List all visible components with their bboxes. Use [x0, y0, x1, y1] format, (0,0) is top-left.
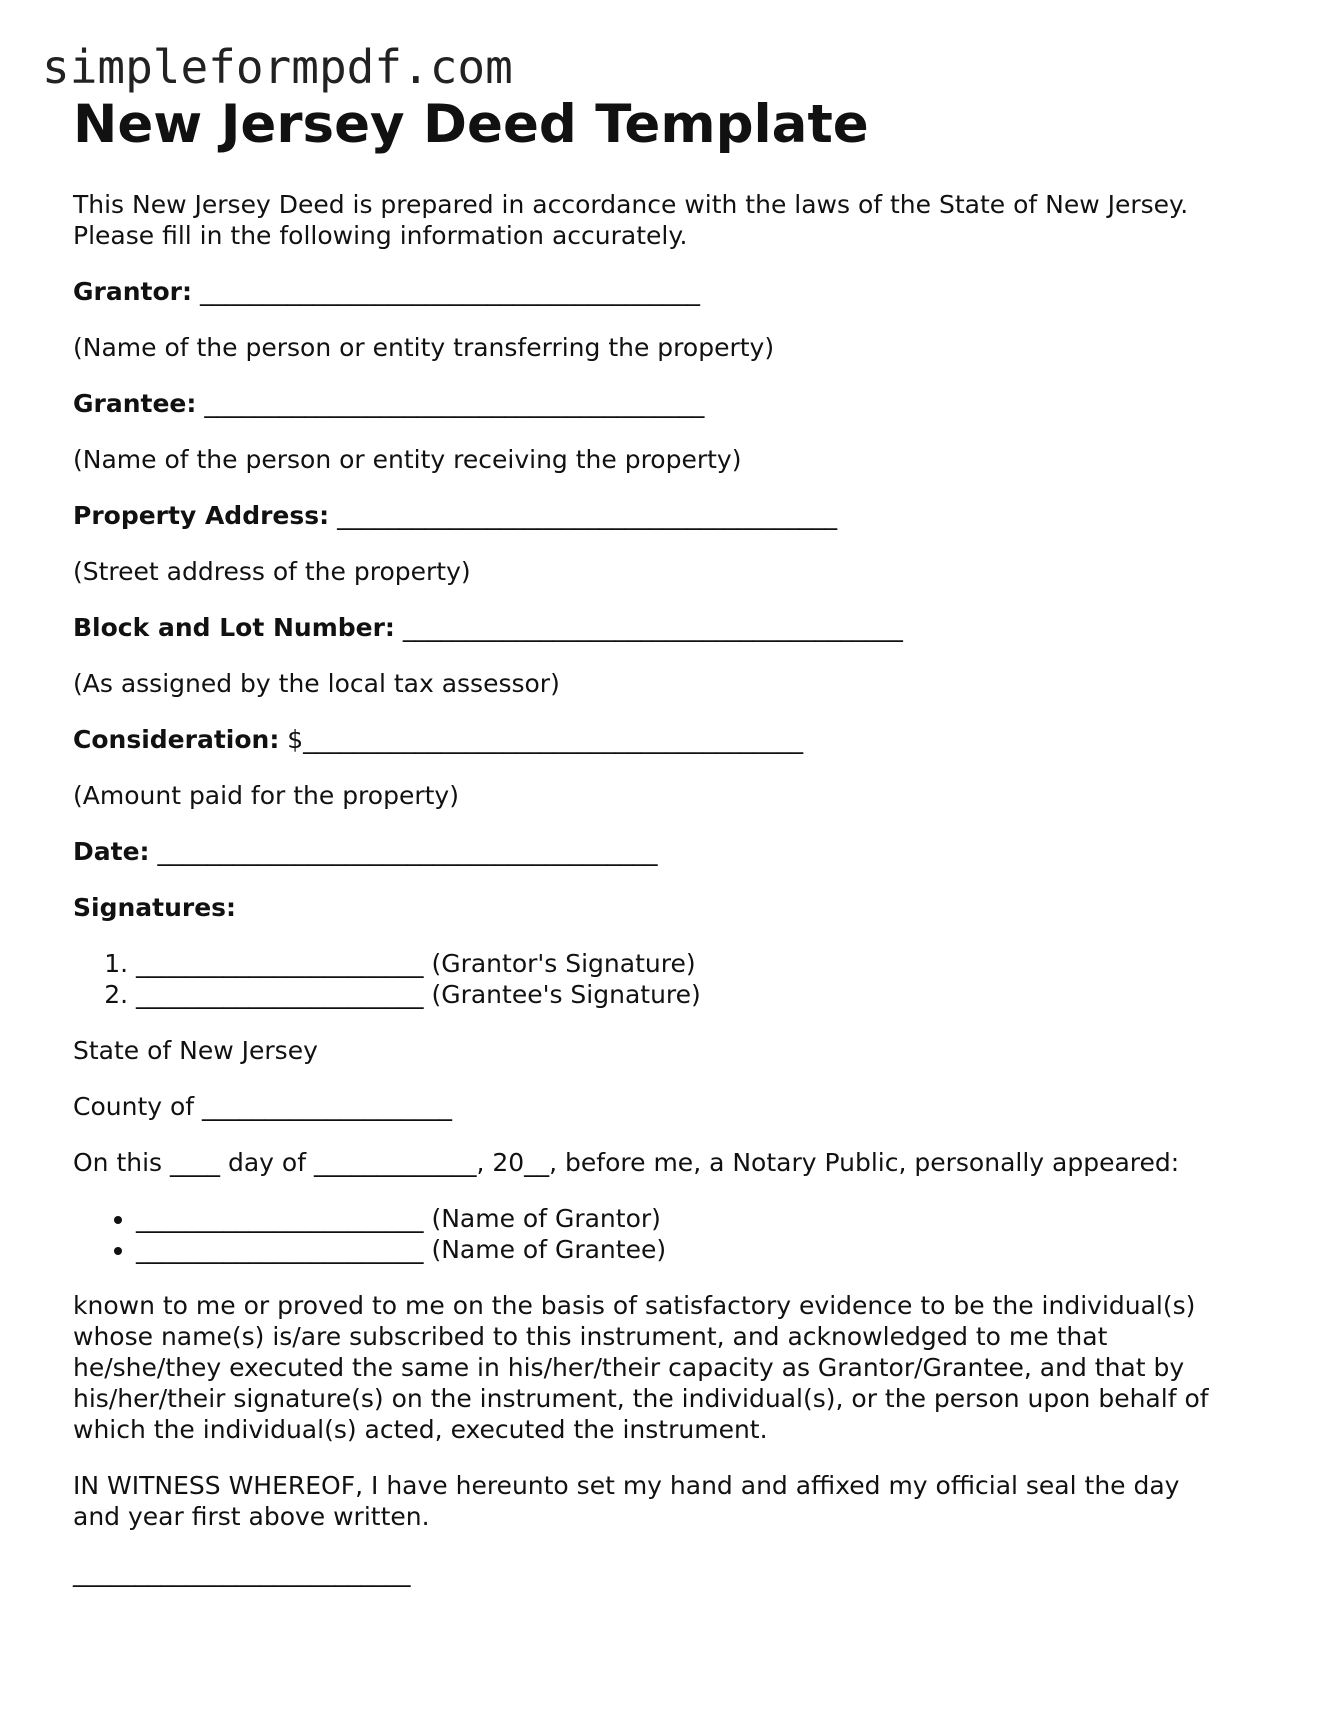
- notary-grantee-blank[interactable]: _______________________: [136, 1235, 424, 1264]
- acknowledgement-line: he/she/they executed the same in his/her/their capacity as Grantor/Grantee, and that by: [73, 1353, 1185, 1382]
- date-blank[interactable]: ________________________________________: [157, 837, 658, 866]
- property-address-blank[interactable]: ________________________________________: [337, 501, 838, 530]
- site-watermark: simpleformpdf.com: [42, 40, 513, 94]
- grantee-blank[interactable]: ________________________________________: [204, 389, 705, 418]
- grantor-label: Grantor:: [73, 277, 192, 306]
- notary-county: County of ____________________: [73, 1092, 453, 1121]
- block-lot-hint: (As assigned by the local tax assessor): [73, 669, 560, 698]
- notary-signature-blank[interactable]: ___________________________: [73, 1558, 411, 1587]
- grantor-blank[interactable]: ________________________________________: [199, 277, 700, 306]
- date-label: Date:: [73, 837, 150, 866]
- witness-paragraph: [73, 1470, 1273, 1532]
- list-item: [136, 1203, 1273, 1234]
- consideration-field: [73, 724, 1273, 755]
- grantor-hint: (Name of the person or entity transferring the property): [73, 333, 775, 362]
- witness-line: IN WITNESS WHEREOF, I have hereunto set my hand and affixed my official seal the day: [73, 1471, 1180, 1500]
- block-lot-label: Block and Lot Number:: [73, 613, 395, 642]
- grantee-label: Grantee:: [73, 389, 197, 418]
- notary-appeared: On this ____ day of _____________, 20__, before me, a Notary Public, personally appeared:: [73, 1148, 1180, 1177]
- acknowledgement-line: his/her/their signature(s) on the instrument, the individual(s), or the person upon behalf of: [73, 1384, 1209, 1413]
- acknowledgement-line: known to me or proved to me on the basis of satisfactory evidence to be the individual(s): [73, 1291, 1196, 1320]
- intro-paragraph: [73, 189, 1273, 251]
- grantor-signature-caption: (Grantor's Signature): [431, 949, 696, 978]
- consideration-hint: (Amount paid for the property): [73, 781, 459, 810]
- notary-names-list: [73, 1203, 1273, 1265]
- intro-line-2: Please fill in the following information accurately.: [73, 221, 688, 250]
- consideration-label: Consideration:: [73, 725, 280, 754]
- block-lot-field: [73, 612, 1273, 643]
- property-address-field: [73, 500, 1273, 531]
- grantee-signature-caption: (Grantee's Signature): [431, 980, 701, 1009]
- grantee-signature-blank[interactable]: _______________________: [136, 980, 424, 1009]
- signature-list: [73, 948, 1273, 1010]
- signatures-label: Signatures:: [73, 893, 237, 922]
- acknowledgement-paragraph: [73, 1290, 1273, 1445]
- consideration-blank[interactable]: $________________________________________: [287, 725, 804, 754]
- page-title: New Jersey Deed Template: [73, 94, 869, 155]
- acknowledgement-line: whose name(s) is/are subscribed to this instrument, and acknowledged to me that: [73, 1322, 1108, 1351]
- property-address-hint: (Street address of the property): [73, 557, 471, 586]
- property-address-label: Property Address:: [73, 501, 330, 530]
- notary-state: State of New Jersey: [73, 1036, 318, 1065]
- grantor-signature-blank[interactable]: _______________________: [136, 949, 424, 978]
- notary-grantee-caption: (Name of Grantee): [431, 1235, 667, 1264]
- notary-grantor-blank[interactable]: _______________________: [136, 1204, 424, 1233]
- witness-line: and year first above written.: [73, 1502, 430, 1531]
- intro-line-1: This New Jersey Deed is prepared in accordance with the laws of the State of New Jersey.: [73, 190, 1189, 219]
- grantee-hint: (Name of the person or entity receiving the property): [73, 445, 742, 474]
- list-item: [136, 979, 1273, 1010]
- list-item: [136, 1234, 1273, 1265]
- deed-document: [73, 88, 1273, 1588]
- block-lot-blank[interactable]: ________________________________________: [402, 613, 903, 642]
- acknowledgement-line: which the individual(s) acted, executed the instrument.: [73, 1415, 768, 1444]
- grantor-field: [73, 276, 1273, 307]
- list-item: [136, 948, 1273, 979]
- date-field: [73, 836, 1273, 867]
- grantee-field: [73, 388, 1273, 419]
- notary-grantor-caption: (Name of Grantor): [431, 1204, 661, 1233]
